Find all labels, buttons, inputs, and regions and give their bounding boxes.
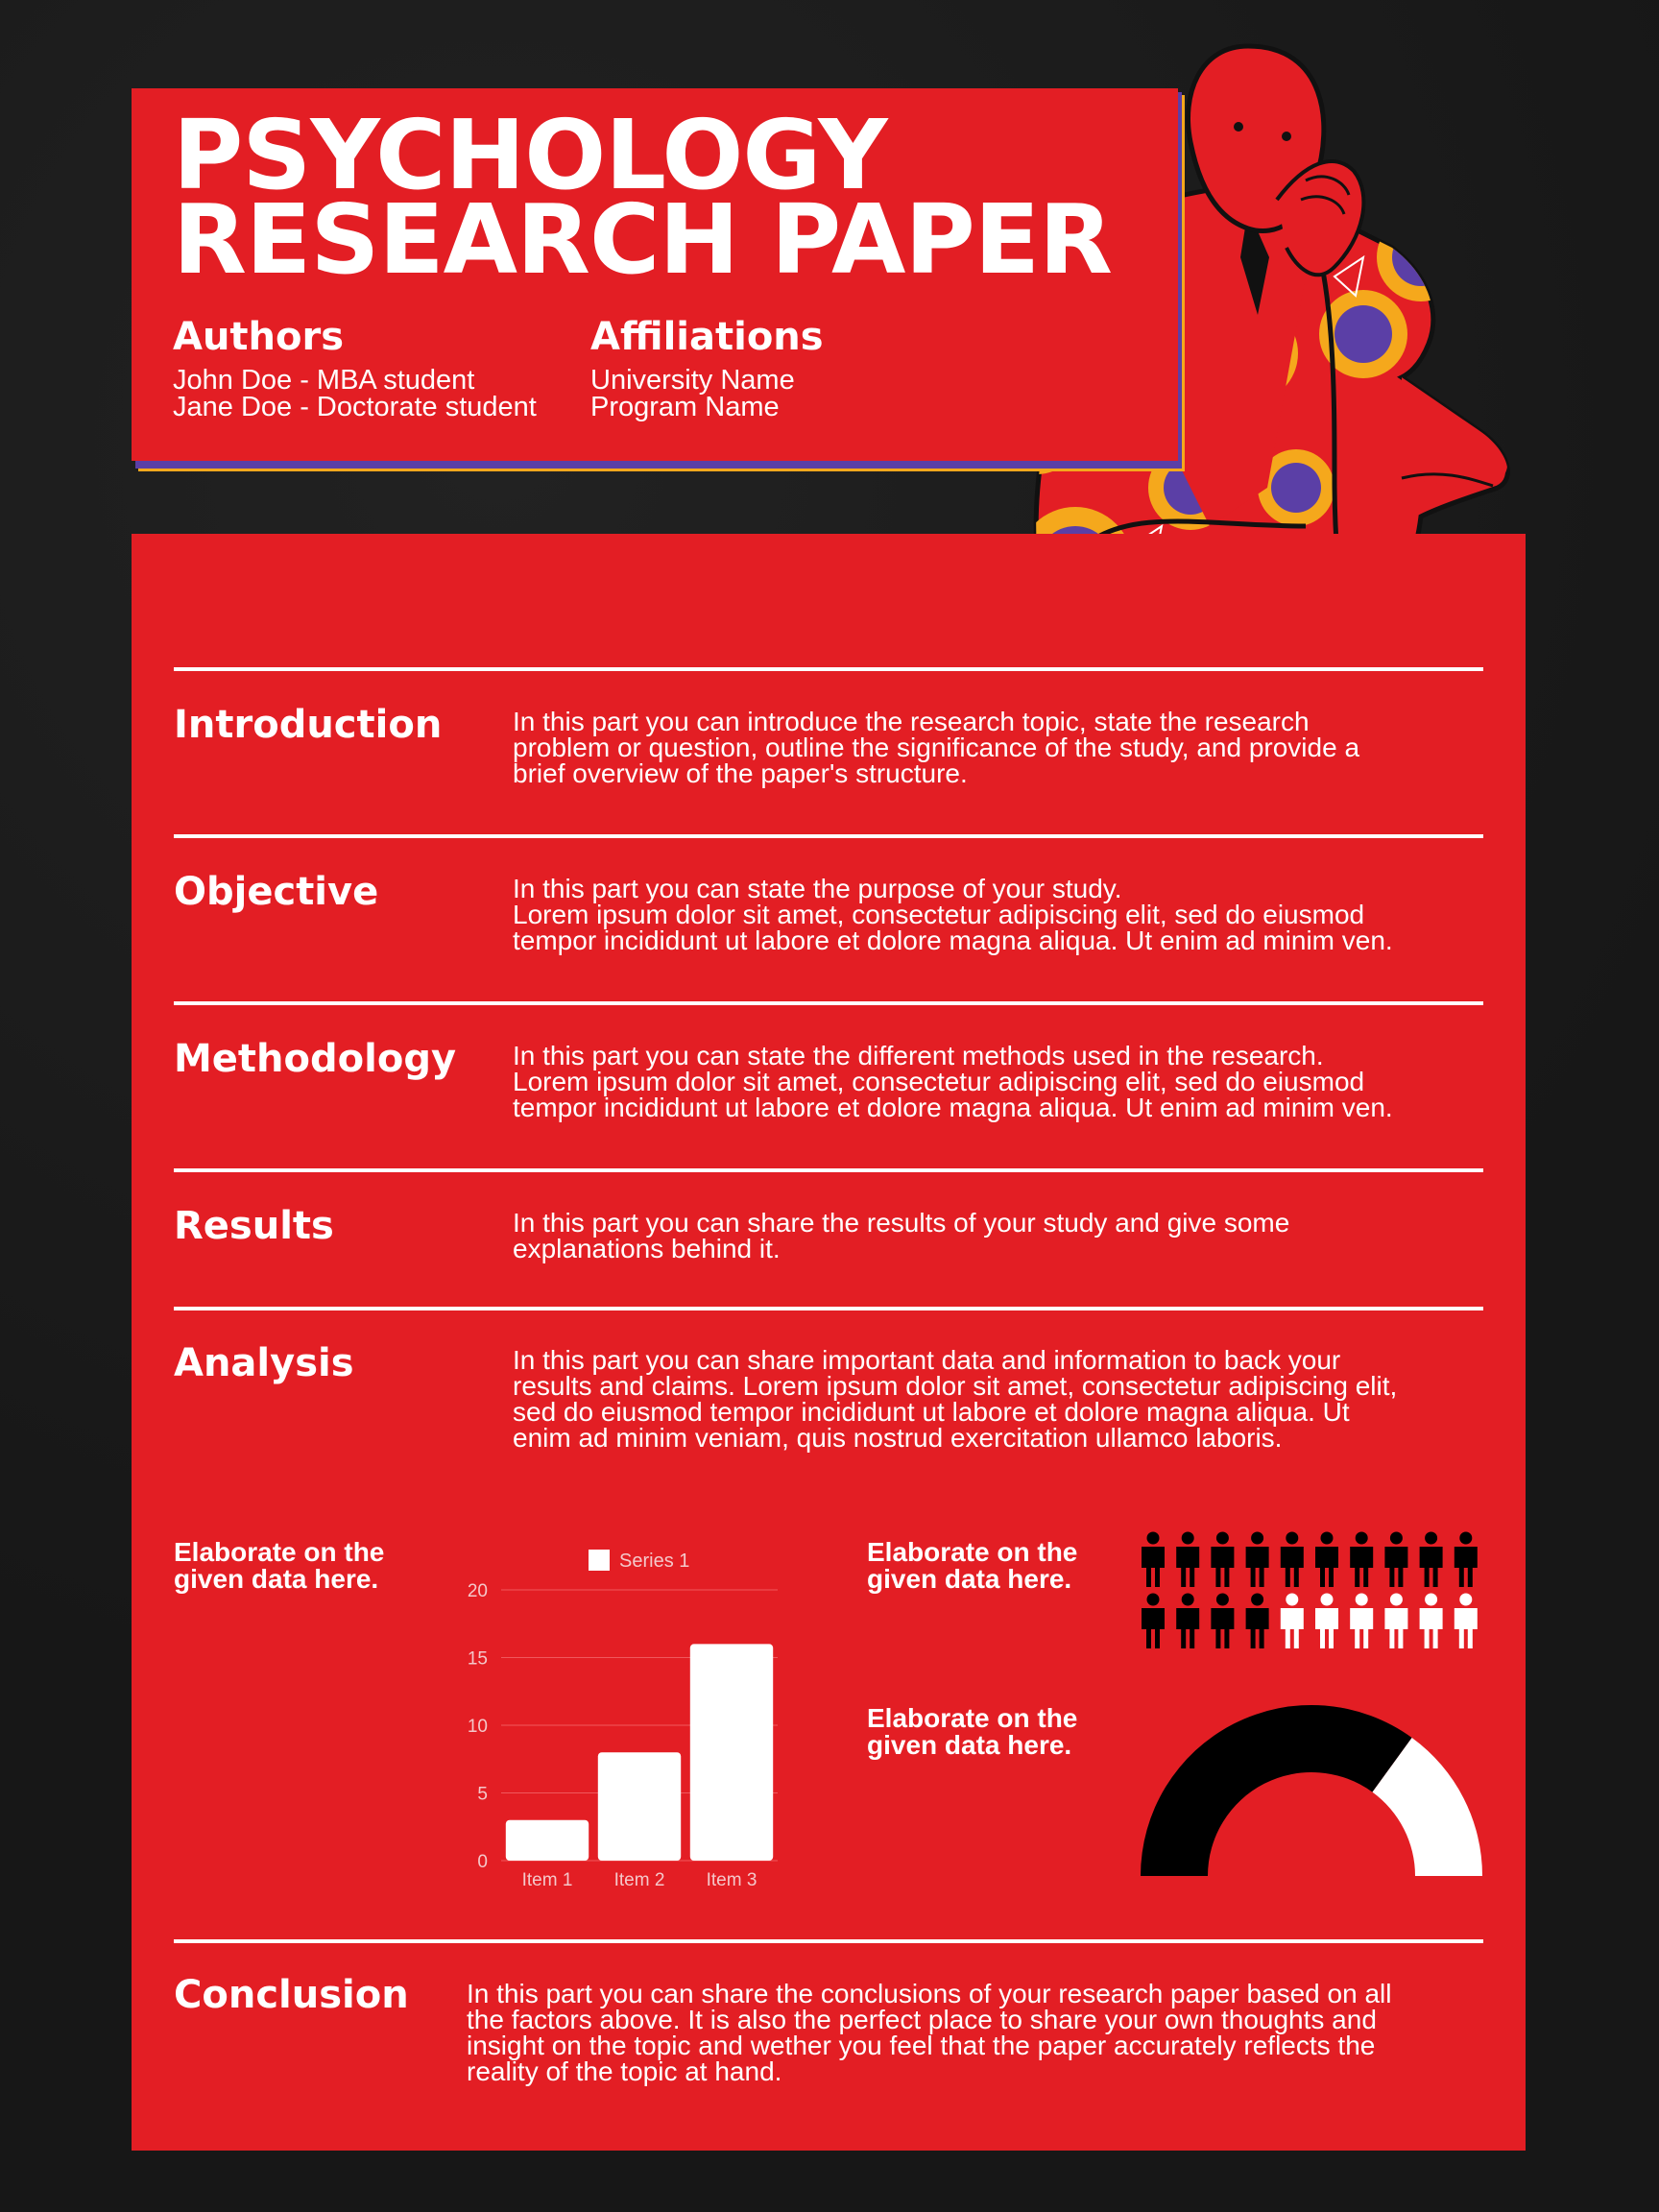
authors-heading: Authors	[173, 315, 345, 359]
section-body-methodology	[513, 1043, 1482, 1120]
pictogram-caption	[867, 1539, 1077, 1593]
body-line: Lorem ipsum dolor sit amet, consectetur adipiscing elit, sed do eiusmod	[513, 900, 1365, 929]
section-heading-results: Results	[174, 1204, 334, 1248]
title-line-1: PSYCHOLOGY	[173, 99, 887, 211]
section-divider	[174, 1168, 1483, 1172]
section-heading-conclusion: Conclusion	[174, 1973, 409, 2017]
affiliation-2: Program Name	[590, 392, 780, 422]
y-tick-label: 20	[467, 1581, 488, 1601]
body-line: brief overview of the paper's structure.	[513, 758, 968, 788]
chart-legend	[589, 1550, 689, 1572]
section-divider	[174, 1307, 1483, 1310]
person-icon	[1384, 1532, 1407, 1588]
body-line: insight on the topic and wether you feel that the paper accurately reflects the	[467, 2031, 1376, 2060]
title-line-2: RESEARCH PAPER	[173, 183, 1113, 296]
section-divider	[174, 1939, 1483, 1943]
body-line: the factors above. It is also the perfect place to share your own thoughts and	[467, 2005, 1377, 2034]
body-line: Lorem ipsum dolor sit amet, consectetur adipiscing elit, sed do eiusmod	[513, 1067, 1365, 1096]
body-line: problem or question, outline the significance of the study, and provide a	[513, 733, 1360, 762]
gauge-caption	[867, 1705, 1077, 1759]
person-icon	[1211, 1594, 1234, 1649]
author-2: Jane Doe - Doctorate student	[173, 392, 537, 422]
person-icon	[1350, 1532, 1373, 1588]
body-line: In this part you can share the conclusions of your research paper based on all	[467, 1979, 1392, 2008]
person-icon	[1455, 1532, 1478, 1588]
y-tick-label: 0	[477, 1852, 488, 1872]
caption-line: given data here.	[867, 1564, 1072, 1594]
section-divider	[174, 1001, 1483, 1005]
person-icon	[1384, 1594, 1407, 1649]
person-icon	[1420, 1594, 1443, 1649]
body-line: In this part you can share important data and information to back your	[513, 1345, 1341, 1375]
caption-line: given data here.	[867, 1730, 1072, 1760]
body-line: tempor incididunt ut labore et dolore magna aliqua. Ut enim ad minim ven.	[513, 926, 1393, 955]
person-icon	[1246, 1594, 1269, 1649]
section-heading-introduction: Introduction	[174, 703, 443, 747]
person-icon	[1455, 1594, 1478, 1649]
body-line: explanations behind it.	[513, 1234, 781, 1263]
body-line: results and claims. Lorem ipsum dolor sit amet, consectetur adipiscing elit,	[513, 1371, 1398, 1401]
body-line: sed do eiusmod tempor incididunt ut labore et dolore magna aliqua. Ut	[513, 1397, 1350, 1427]
caption-line: given data here.	[174, 1564, 379, 1594]
authors-list	[173, 367, 537, 421]
y-tick-label: 10	[467, 1717, 488, 1737]
bar-chart-caption	[174, 1539, 384, 1593]
author-1: John Doe - MBA student	[173, 365, 475, 396]
body-line: enim ad minim veniam, quis nostrud exercitation ullamco laboris.	[513, 1423, 1283, 1453]
body-line: In this part you can introduce the research topic, state the research	[513, 707, 1310, 736]
section-body-conclusion	[467, 1981, 1484, 2084]
body-line: tempor incididunt ut labore et dolore magna aliqua. Ut enim ad minim ven.	[513, 1093, 1393, 1122]
affiliations-heading: Affiliations	[590, 315, 824, 359]
legend-label: Series 1	[619, 1551, 690, 1572]
section-body-analysis	[513, 1347, 1482, 1451]
person-icon	[1142, 1594, 1165, 1649]
x-tick-label: Item 1	[521, 1870, 573, 1890]
body-line: In this part you can state the different methods used in the research.	[513, 1041, 1324, 1070]
person-icon	[1246, 1532, 1269, 1588]
bar-3	[690, 1644, 773, 1861]
caption-line: Elaborate on the	[867, 1537, 1078, 1567]
legend-swatch	[589, 1550, 610, 1571]
bar-2	[598, 1752, 681, 1861]
body-line: In this part you can state the purpose of your study.	[513, 874, 1122, 903]
person-icon	[1176, 1532, 1199, 1588]
bar-1	[506, 1820, 589, 1861]
x-tick-label: Item 2	[613, 1870, 665, 1890]
y-tick-label: 5	[477, 1784, 488, 1805]
section-divider	[174, 834, 1483, 838]
bar-chart	[451, 1536, 797, 1901]
page-title	[173, 99, 1113, 296]
body-line: reality of the topic at hand.	[467, 2056, 782, 2086]
section-heading-methodology: Methodology	[174, 1037, 457, 1081]
y-tick-label: 15	[467, 1648, 488, 1670]
half-donut-gauge	[1138, 1699, 1485, 1878]
person-icon	[1211, 1532, 1234, 1588]
section-body-results	[513, 1210, 1482, 1262]
affiliations-list	[590, 367, 795, 421]
person-icon	[1315, 1594, 1338, 1649]
person-icon	[1281, 1594, 1304, 1649]
body-line: In this part you can share the results of your study and give some	[513, 1208, 1290, 1238]
section-heading-analysis: Analysis	[174, 1341, 354, 1385]
x-tick-label: Item 3	[706, 1870, 757, 1890]
section-body-objective	[513, 876, 1482, 953]
person-icon	[1350, 1594, 1373, 1649]
caption-line: Elaborate on the	[867, 1703, 1078, 1733]
section-body-introduction	[513, 709, 1482, 786]
person-icon	[1142, 1532, 1165, 1588]
person-icon	[1315, 1532, 1338, 1588]
section-heading-objective: Objective	[174, 870, 379, 914]
people-pictogram	[1136, 1531, 1486, 1656]
person-icon	[1420, 1532, 1443, 1588]
affiliation-1: University Name	[590, 365, 795, 396]
section-divider	[174, 667, 1483, 671]
caption-line: Elaborate on the	[174, 1537, 385, 1567]
person-icon	[1281, 1532, 1304, 1588]
gauge-filled-arc	[1141, 1705, 1412, 1876]
person-icon	[1176, 1594, 1199, 1649]
